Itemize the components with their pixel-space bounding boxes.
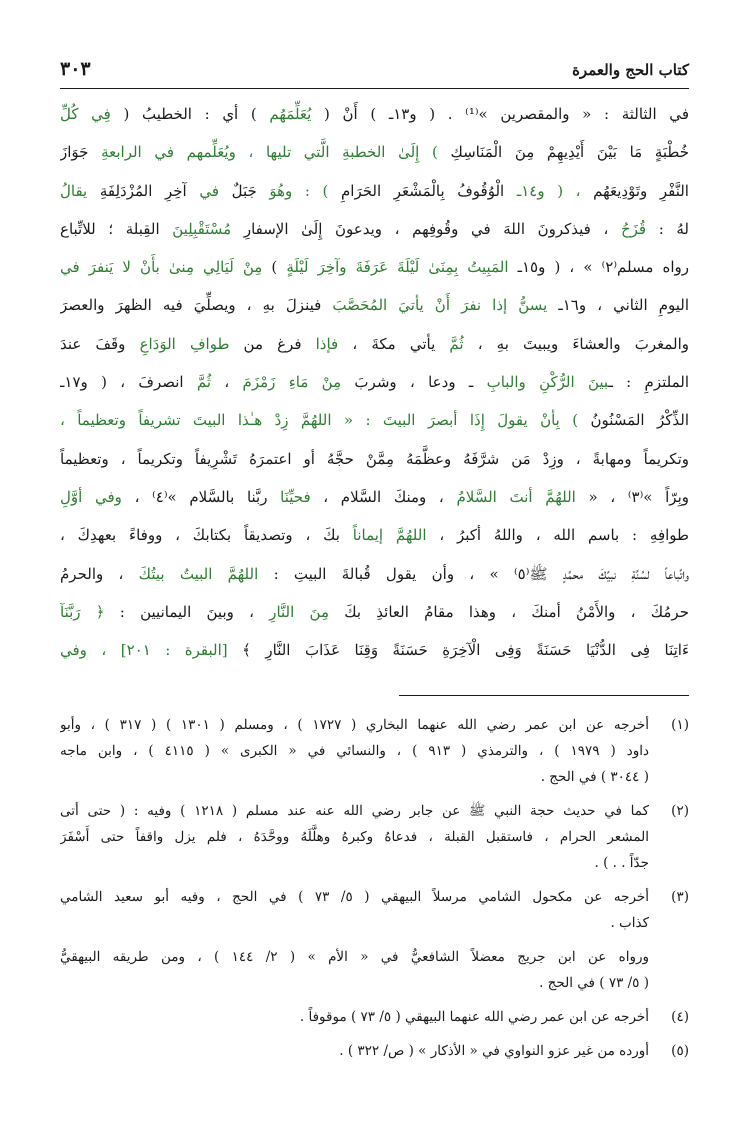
text-segment: خُطْبَةٍ مَا بَيْنَ أَيْدِيهِمْ مِنَ الْمَنَاسِكِ [450,143,689,162]
text-line [60,248,689,286]
text-segment: جَبَلٌ [231,181,257,200]
text-line [60,172,689,210]
text-segment: انصرفَ ، ( و١٧ـ [60,373,197,392]
page-number: ٣٠٣ [60,58,91,80]
main-text [60,95,689,669]
highlighted-phrase: اللهُمَّ إيماناً [352,526,427,545]
footnote-line: كذاب . [610,915,649,932]
footnote-line: ( ٥/ ٧٣ ) في الحج . [539,975,649,992]
text-segment: اليومِ الثاني ، و١٦ـ [547,296,689,315]
highlighted-phrase: فإذا [315,334,339,353]
footnotes [60,712,689,1064]
text-segment: وقَفَ عندَ [60,334,140,353]
highlighted-phrase: ﴿ رَبَّنَآ [60,602,105,621]
footnote-continuation [60,944,689,996]
highlighted-phrase: وفي أوَّلِ [60,487,122,506]
text-line [60,478,689,516]
text-segment: يأتي مكةَ ، [338,334,450,353]
footnote [60,1004,689,1030]
highlighted-phrase: في [186,181,232,200]
page-header [60,58,689,89]
footnote [60,884,689,936]
highlighted-phrase: فحيِّنَا [280,487,311,506]
footnote-line: أخرجه عن مكحول الشامي مرسلاً البيهقي ( ٥/ ٧٣ ) في الحج ، وفيه أبو سعيد الشامي [60,889,649,906]
text-segment: حرمُكَ ، والأَمْنُ أمنكَ ، وهذا مقامُ العائذِ بكَ [328,602,689,621]
text-segment: الْوُقُوفُ بِالْمَشْعَرِ الحَرَامِ [341,181,505,200]
footnote-line: داود ( ١٩٧٩ ) ، والترمذي ( ٩١٣ ) ، والنسائي في « الكبرى » ( ٤١١٥ ) ، وابن ماجه [60,743,649,760]
footnote-number: (٢) [671,803,689,820]
footnote-line: ورواه عن ابن جريج معضلاً الشافعيُّ في « الأم » ( ٢/ ١٤٤ ) ، ومن طريقه البيهقيُّ [60,949,649,966]
text-segment: في الثالثة : « والمقصرين »⁽¹⁾ . ( و١٣ـ ) أَنْ ( [311,105,689,123]
highlighted-phrase: اللهُمَّ البيتُ بيتُكَ [138,564,259,583]
text-line [60,631,689,669]
footnote-divider [399,695,689,696]
highlighted-phrase: قُزَحُ [620,219,647,238]
text-segment: ربَّنا بالسَّلام »⁽٤⁾ ، [121,487,281,506]
text-line [60,363,689,401]
highlighted-phrase: يُعَلِّمَهُم [269,105,312,123]
footnote-number: (٥) [671,1043,689,1060]
text-line [60,286,689,324]
text-segment: آخِرِ المُزْدَلِفَةِ [99,181,187,200]
footnote [60,1038,689,1064]
highlighted-phrase: مِنَ النَّارِ [269,602,329,621]
text-segment: فينزلَ بهِ ، ويصلِّيَ فيه الظهرَ والعصرَ [60,296,333,315]
text-line [60,593,689,631]
text-line [60,210,689,248]
highlighted-phrase: يقالُ [60,181,100,200]
text-segment: طوافِهِ : باسم الله ، واللهُ أكبرُ ، [426,526,689,545]
highlighted-phrase: ، ( و١٤ـ [504,181,594,200]
highlighted-phrase: ) إِلَىٰ الخطبةِ الَّتي تليها ، ويُعَلِّمهم في الرابعةِ [88,143,451,162]
footnote-line: أخرجه عن ابن عمر رضي الله عنهما البيهقي ( ٥/ ٧٣ ) موقوفاً . [299,1009,649,1026]
footnote-line: كما في حديث حجة النبي ﷺ عن جابر رضي الله عنه عند مسلم ( ١٢١٨ ) وفيه : ( حتى أتى [60,803,649,820]
text-segment: ، والحرمُ [60,564,139,583]
text-line [60,401,689,439]
running-title: كتاب الحج والعمرة [572,61,689,79]
text-segment: جَوَازَ [60,143,89,162]
highlighted-phrase: طوافِ الوَدَاعِ [139,334,230,353]
text-segment: الذِّكْرُ المَسْنُونُ [590,411,689,430]
highlighted-phrase: مُسْتَقْبِلِينَ [172,219,232,238]
highlighted-phrase: [البقرة : ٢٠١] ، وفي [60,641,243,660]
text-segment: الملتزمِ : ـ [608,373,689,392]
text-segment: رواه مسلم⁽٢⁾ » ، ( و١٥ـ [508,258,689,277]
highlighted-phrase: ) : وهُوَ [256,181,342,200]
highlighted-phrase: مِنْ لَيَالِي مِنىٰ بأَنْ لا يَنفرَ في [60,258,263,277]
footnote-number: (٣) [671,889,689,906]
highlighted-phrase: ثُمَّ [449,334,464,353]
highlighted-phrase: اللهُمَّ أنتَ السَّلامُ [456,487,576,506]
footnote-line: جدّاً . . ) . [594,855,649,872]
footnote-number: (١) [671,717,689,734]
highlighted-phrase: مِنْ مَاءِ زَمْزَمَ [242,373,342,392]
text-line [60,325,689,363]
text-segment: ، [211,373,243,392]
text-line [60,516,689,554]
text-line [60,133,689,171]
footnote-line: أخرجه عن ابن عمر رضي الله عنهما البخاري ( ١٧٢٧ ) ، ومسلم ( ١٣٠١ ) ( ٣١٧ ) ، وأبو [60,717,649,734]
text-segment: ، وبينَ اليمانيين : [104,602,270,621]
text-line [60,555,689,593]
highlighted-phrase: بينَ الرُّكْنِ والبابِ [486,373,609,392]
text-segment: ، فيذكرونَ اللهَ في وقُوفِهم ، ويدعونَ إِلَىٰ الإسفارِ [231,219,621,238]
footnote-line: أورده من غير عزو النواوي في « الأذكار » ( ص/ ٣٢٢ ) . [339,1043,649,1060]
footnote [60,798,689,876]
text-segment: وبِرّاً »⁽٣⁾ ، « [575,487,689,506]
text-segment: بكَ ، وتصديقاً بكتابكَ ، ووفاءً بعهدِكَ ، [60,526,353,545]
highlighted-phrase: ثُمَّ [196,373,212,392]
footnote-line: ( ٣٠٤٤ ) في الحج . [540,769,649,786]
text-segment: ، ومنكَ السَّلام ، [310,487,457,506]
text-segment: ـ ودعا ، وشربَ [341,373,487,392]
text-segment: لهُ : [646,219,689,238]
text-segment: فرغ من [229,334,316,353]
text-segment: ) [262,258,287,277]
footnote [60,712,689,790]
highlighted-phrase: فِي كُلِّ [60,105,111,123]
text-segment: ءَاتِنَا فِى الدُّنْيَا حَسَنَةً وَفِى الْآخِرَةِ حَسَنَةً وَقِنَا عَذَابَ النَّارِ ﴾ [242,641,689,660]
text-line [60,95,689,133]
highlighted-phrase: يسنُّ إذا نفرَ أَنْ يأتيَ المُحَصَّبَ [332,296,548,315]
text-line [60,440,689,478]
highlighted-phrase: المَبِيتُ بِمِنَىٰ لَيْلَةَ عَرَفَةَ وآخِرَ لَيْلَةٍ [286,258,509,277]
footnote-line: المشعر الحرام ، فاستقبل القبلة ، فدعاهُ وكبرهُ وهلَّلَهُ ووحَّدَهُ ، فلم يزل واقفاً حتى أَسْفَرَ [60,829,649,846]
text-segment: والمغربَ والعشاءَ ويبيتَ بهِ ، [463,334,689,353]
text-segment: النَّفْرِ وتَوْدِيعَهُم [593,181,689,200]
highlighted-phrase: ) بِأنْ يقولَ إِذَا أبصرَ البيتَ : « اللهُمَّ زِدْ هـٰذا البيتَ تشريفاً وتعظيماً ، [60,411,591,430]
text-segment: القِبلة ؛ للاتِّباع [60,219,173,238]
text-segment: واتِّباعاً لسُنَّةِ نبيِّكَ محمَّدٍ ﷺ⁽٥⁾ » ، وأن يقول قُبالةَ البيتِ : [258,564,689,583]
text-segment: وتكريماً ومهابةً ، وزِدْ مَن شرَّفَهُ وعظَّمَهُ مِمَّنْ حجَّهُ أو اعتمرَهُ تَشْرِيفاً وتكريماً ، وتعظيماً [60,449,689,468]
text-segment: ) أي : الخطيبُ ( [110,105,270,123]
footnote-number: (٤) [671,1009,689,1026]
